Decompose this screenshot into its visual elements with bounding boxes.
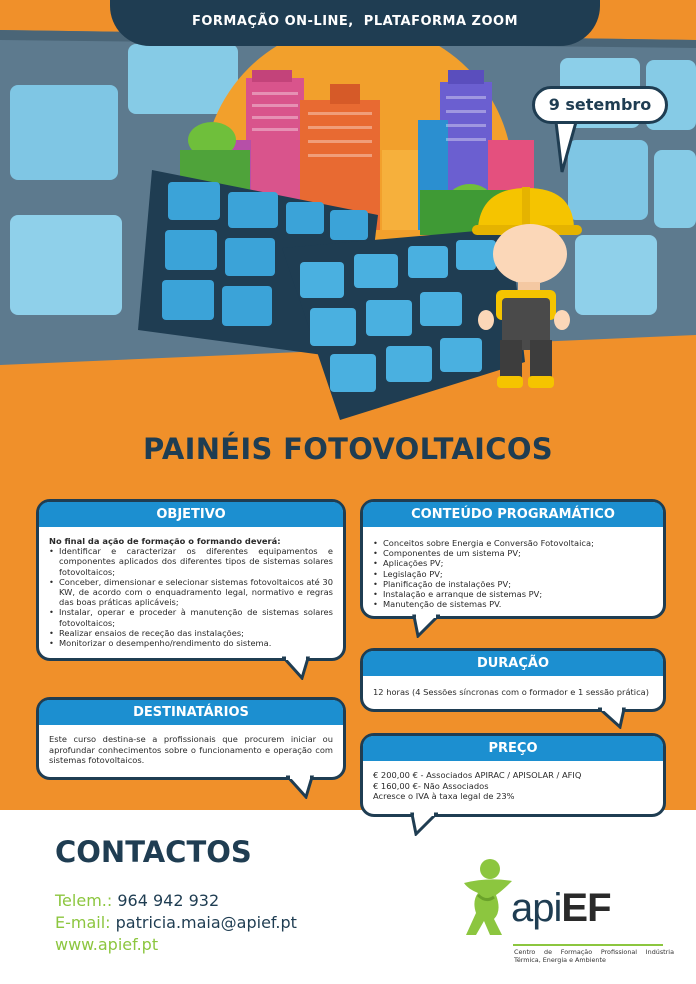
phone-number[interactable]: 964 942 932 <box>117 891 220 910</box>
objetivo-intro: No final da ação de formação o formando deverá: <box>49 536 281 546</box>
objetivo-card <box>36 499 346 661</box>
apief-figure-logo-icon <box>458 857 516 939</box>
conteudo-body <box>373 538 653 609</box>
preco-body <box>373 770 653 802</box>
objetivo-header: OBJETIVO <box>39 502 343 527</box>
email-label: E-mail: <box>55 913 116 932</box>
duracao-tail <box>598 707 628 729</box>
contact-phone <box>55 891 219 910</box>
logo-name-a: api <box>511 886 562 930</box>
logo-wordmark <box>511 886 611 931</box>
date-bubble: 9 setembro <box>532 86 668 124</box>
list-item: • Identificar e caracterizar os diferentes equipamentos e componentes aplicados dos diferentes tipos de sistemas solares fotovoltaicos; <box>49 546 333 577</box>
phone-label: Telem.: <box>55 891 118 910</box>
duracao-body <box>373 687 653 698</box>
list-item: • Aplicações PV; <box>373 558 653 568</box>
conteudo-card <box>360 499 666 619</box>
destinatarios-tail <box>286 775 316 799</box>
list-item: • Realizar ensaios de receção das instalações; <box>49 628 333 638</box>
list-item: • Manutenção de sistemas PV. <box>373 599 653 609</box>
list-item: • Instalar, operar e proceder à manutenção de sistemas solares fotovoltaicos; <box>49 607 333 627</box>
objetivo-body <box>49 536 333 648</box>
objetivo-list <box>49 546 333 648</box>
destinatarios-card <box>36 697 346 780</box>
logo-name-b: EF <box>561 886 611 930</box>
preco-tail <box>408 812 438 836</box>
contact-email <box>55 913 297 932</box>
banner-text: FORMAÇÃO ON-LINE, PLATAFORMA ZOOM <box>191 14 519 29</box>
list-item: • Conceber, dimensionar e selecionar sistemas fotovoltaicos até 30 KW, de acordo com o enquadramento legal, normativo e regras das boas práticas aplicáveis; <box>49 577 333 608</box>
preco-header: PREÇO <box>363 736 663 761</box>
preco-line: € 200,00 € - Associados APIRAC / APISOLAR / AFIQ <box>373 770 582 780</box>
list-item: • Monitorizar o desempenho/rendimento do sistema. <box>49 638 333 648</box>
list-item: • Instalação e arranque de sistemas PV; <box>373 589 653 599</box>
list-item: • Planificação de instalações PV; <box>373 579 653 589</box>
logo-subtitle: Centro de Formação Profissional Indústria Térmica, Energia e Ambiente <box>514 948 674 964</box>
preco-card <box>360 733 666 817</box>
logo-rule <box>513 944 663 946</box>
conteudo-tail <box>410 614 440 638</box>
email-link[interactable]: patricia.maia@apief.pt <box>115 913 297 932</box>
solar-illustration <box>0 0 696 430</box>
course-title: PAINÉIS FOTOVOLTAICOS <box>143 432 553 466</box>
top-banner <box>110 0 600 46</box>
contacts-title: CONTACTOS <box>55 835 252 869</box>
conteudo-list <box>373 538 653 609</box>
preco-line: Acresce o IVA à taxa legal de 23% <box>373 791 515 802</box>
duracao-text: 12 horas (4 Sessões síncronas com o formador e 1 sessão prática) <box>373 687 649 697</box>
destinatarios-text: Este curso destina-se a profissionais que procurem iniciar ou aprofundar conhecimentos sobre o funcionamento e operação com sistemas fotovoltaicos. <box>49 734 333 766</box>
list-item: • Conceitos sobre Energia e Conversão Fotovoltaica; <box>373 538 653 548</box>
website-link[interactable]: www.apief.pt <box>55 935 159 954</box>
list-item: • Legislação PV; <box>373 569 653 579</box>
duracao-header: DURAÇÃO <box>363 651 663 676</box>
list-item: • Componentes de um sistema PV; <box>373 548 653 558</box>
conteudo-header: CONTEÚDO PROGRAMÁTICO <box>363 502 663 527</box>
destinatarios-body <box>49 734 333 766</box>
destinatarios-header: DESTINATÁRIOS <box>39 700 343 725</box>
objetivo-tail <box>282 656 312 680</box>
duracao-card <box>360 648 666 712</box>
preco-line: € 160,00 €- Não Associados <box>373 780 489 791</box>
